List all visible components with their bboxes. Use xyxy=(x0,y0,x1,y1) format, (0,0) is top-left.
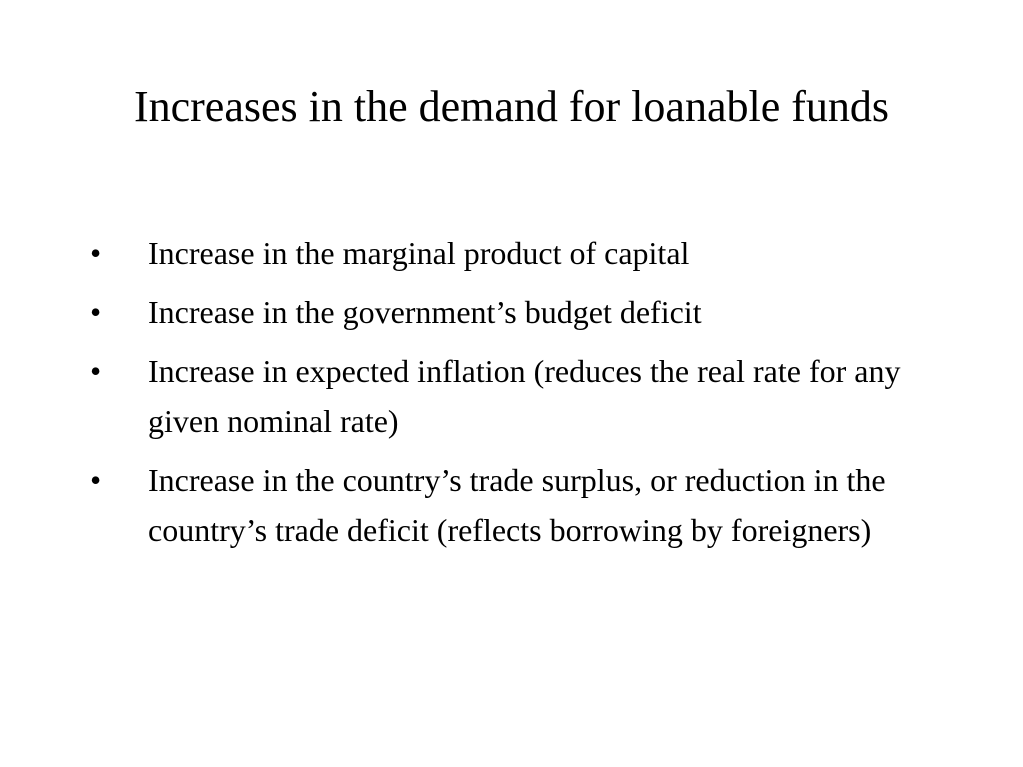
bullet-text: Increase in the marginal product of capital xyxy=(148,235,690,271)
bullet-item-budget-deficit xyxy=(82,287,942,337)
bullet-item-expected-inflation xyxy=(82,346,942,446)
bullet-icon: • xyxy=(90,294,102,330)
bullet-text: Increase in the country’s trade surplus, or reduction in the country’s trade deficit (reflects borrowing by foreigners) xyxy=(148,462,886,548)
bullet-text: Increase in expected inflation (reduces the real rate for any given nominal rate) xyxy=(148,353,901,439)
bullet-item-marginal-product xyxy=(82,228,942,278)
slide-title: Increases in the demand for loanable funds xyxy=(133,82,890,131)
bullet-item-trade-surplus xyxy=(82,455,942,555)
bullet-icon: • xyxy=(90,235,102,271)
bullet-text: Increase in the government’s budget deficit xyxy=(148,294,702,330)
bullet-list xyxy=(82,228,942,564)
bullet-icon: • xyxy=(90,462,102,498)
bullet-icon: • xyxy=(90,353,102,389)
